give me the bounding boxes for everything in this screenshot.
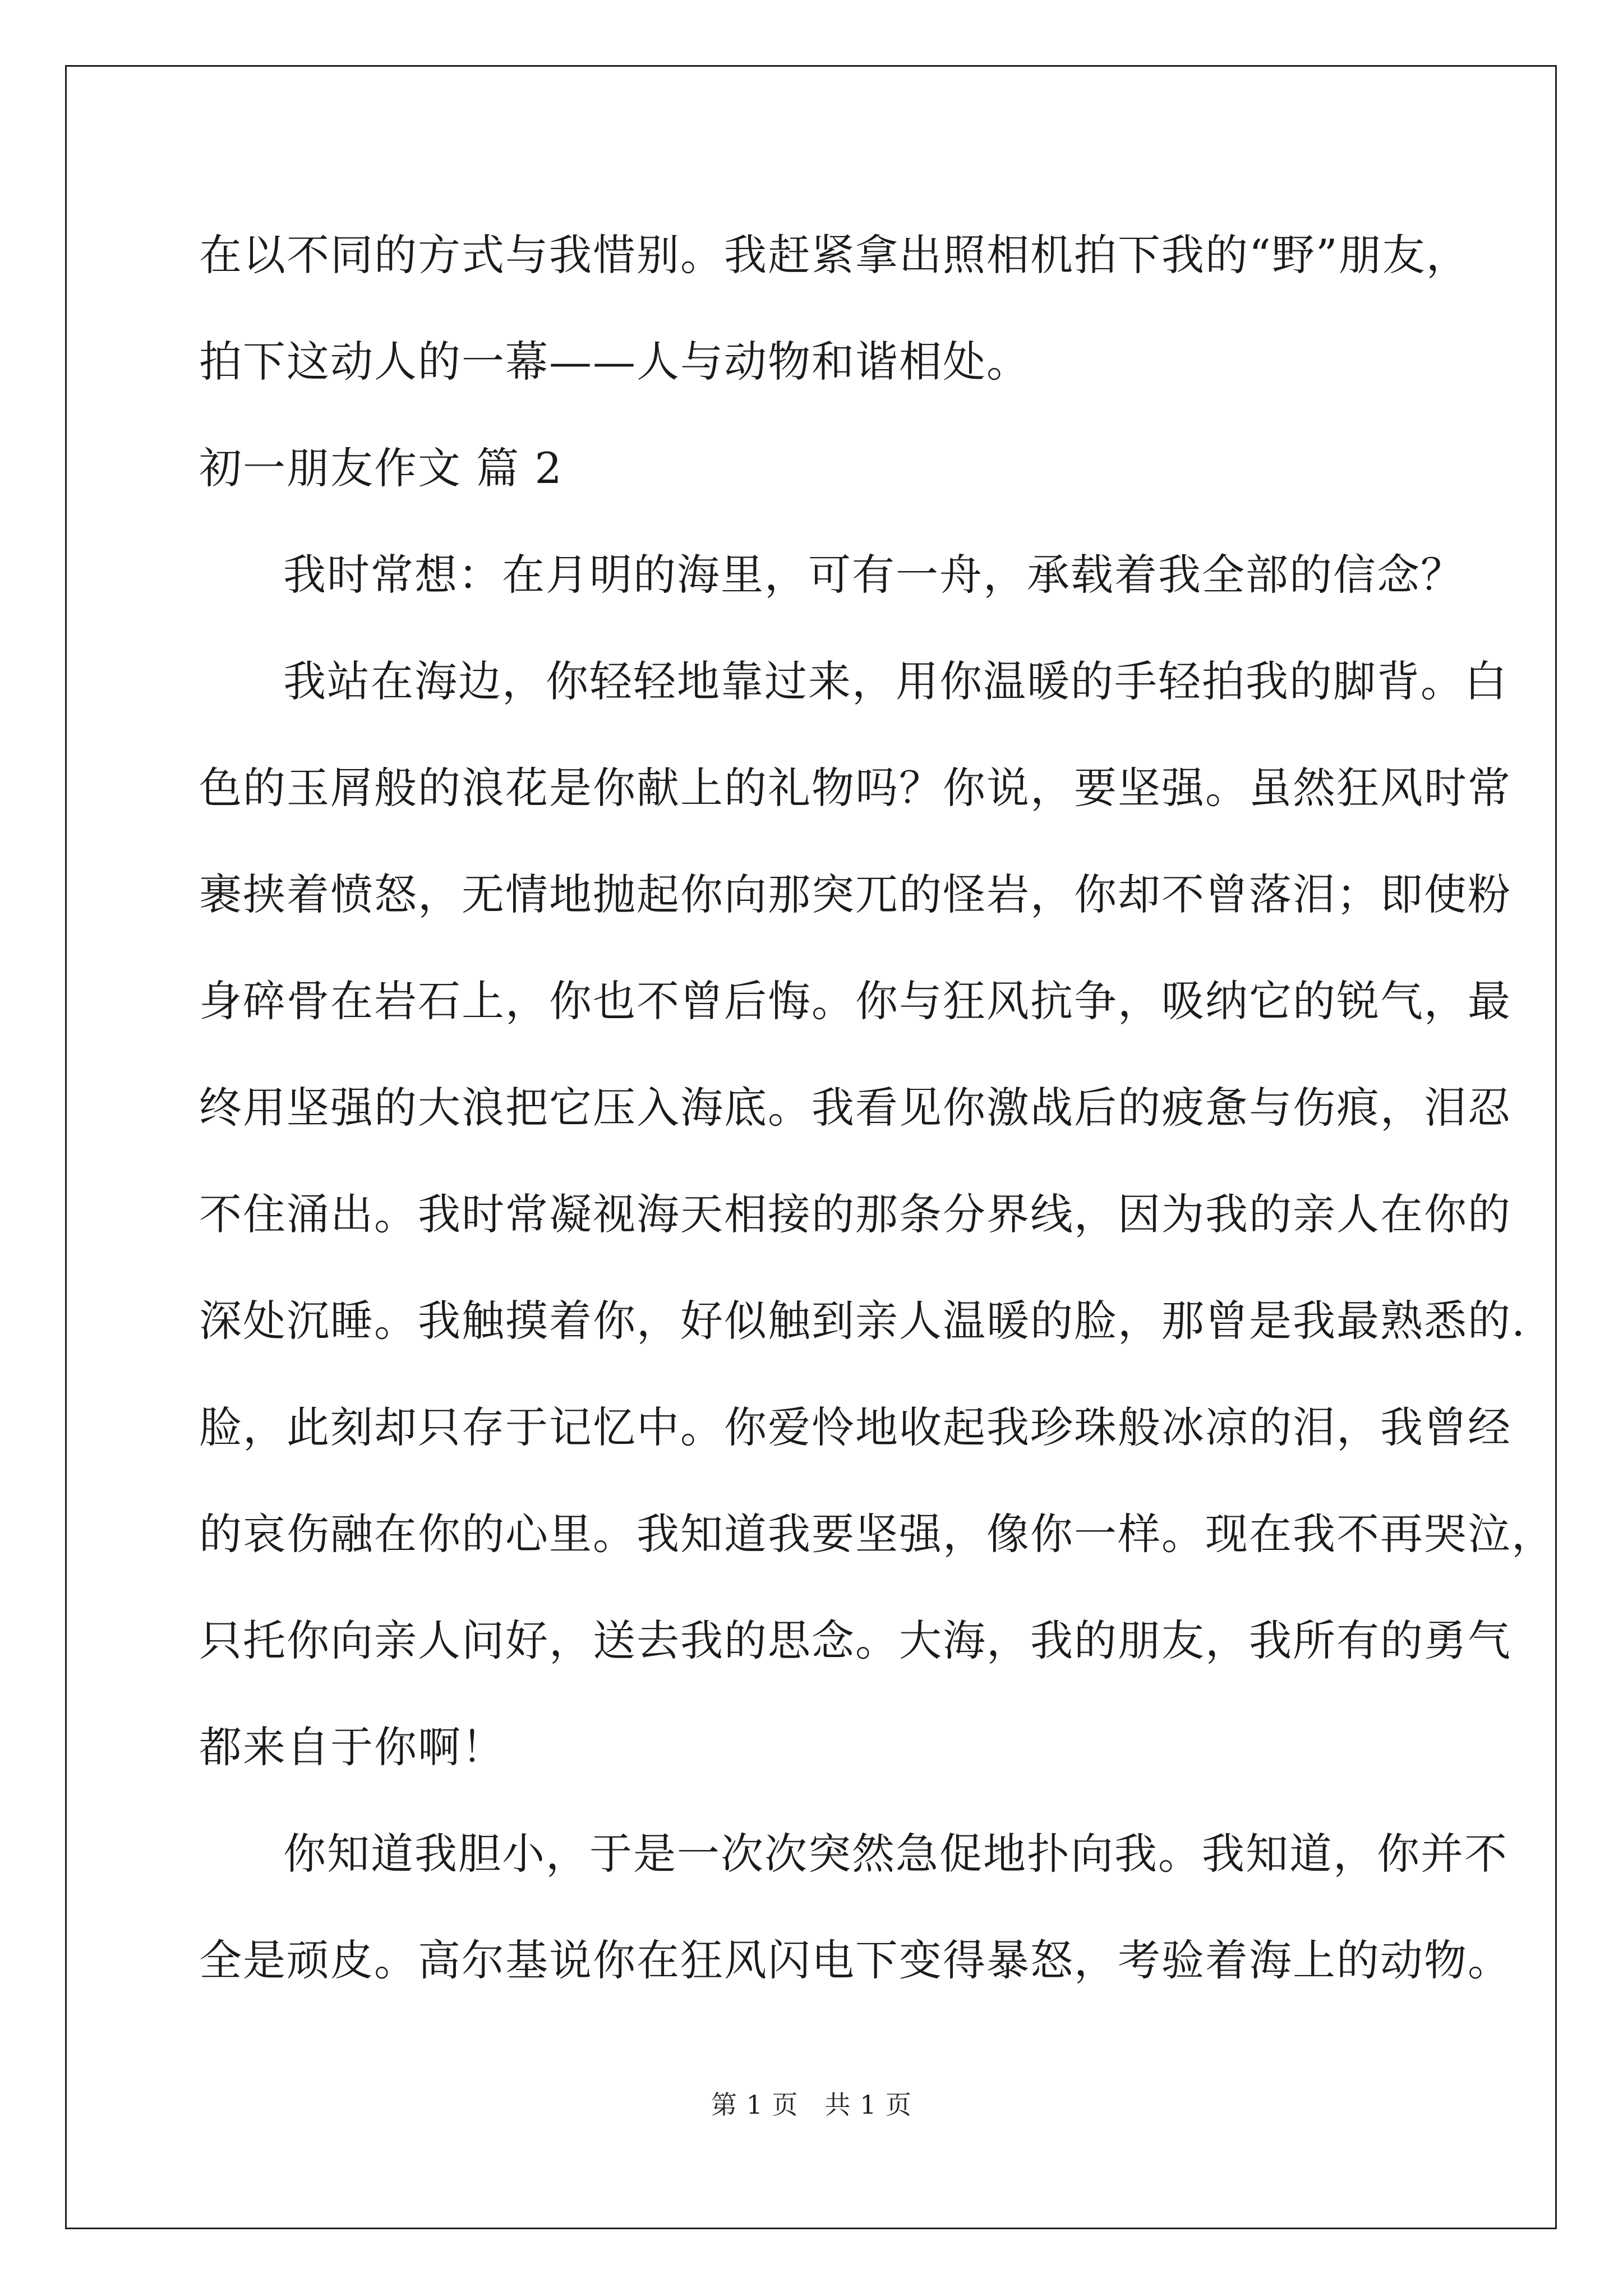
- text-line: 只托你向亲人问好，送去我的思念。大海，我的朋友，我所有的勇气: [199, 1616, 1511, 1665]
- text-line: 全是顽皮。高尔基说你在狂风闪电下变得暴怒，考验着海上的动物。: [199, 1935, 1511, 1985]
- text-line: 我站在海边，你轻轻地靠过来，用你温暖的手轻拍我的脚背。白: [283, 656, 1508, 706]
- page-footer: 第 1 页 共 1 页: [711, 2090, 912, 2120]
- text-line: 你知道我胆小，于是一次次突然急促地扑向我。我知道，你并不: [283, 1829, 1508, 1879]
- text-line: 身碎骨在岩石上，你也不曾后悔。你与狂风抗争，吸纳它的锐气，最: [199, 976, 1511, 1026]
- text-line: 不住涌出。我时常凝视海天相接的那条分界线，因为我的亲人在你的: [199, 1189, 1511, 1239]
- text-line: 终用坚强的大浪把它压入海底。我看见你激战后的疲惫与伤痕，泪忍: [199, 1083, 1511, 1133]
- text-line: 深处沉睡。我触摸着你，好似触到亲人温暖的脸，那曾是我最熟悉的.: [199, 1296, 1527, 1346]
- document-body: [199, 202, 1555, 2014]
- text-line: 拍下这动人的一幕——人与动物和谐相处。: [199, 337, 1030, 386]
- text-line: 初一朋友作文 篇 2: [199, 443, 563, 493]
- text-line: 裹挟着愤怒，无情地抛起你向那突兀的怪岩，你却不曾落泪；即使粉: [199, 869, 1511, 919]
- text-line: 在以不同的方式与我惜别。我赶紧拿出照相机拍下我的“野”朋友，: [199, 230, 1470, 280]
- text-line: 脸，此刻却只存于记忆中。你爱怜地收起我珍珠般冰凉的泪，我曾经: [199, 1402, 1511, 1452]
- text-line: 的哀伤融在你的心里。我知道我要坚强，像你一样。现在我不再哭泣，: [199, 1509, 1555, 1559]
- text-line: 色的玉屑般的浪花是你献上的礼物吗？你说，要坚强。虽然狂风时常: [199, 763, 1511, 813]
- text-line: 我时常想：在月明的海里，可有一舟，承载着我全部的信念？: [283, 550, 1464, 600]
- text-line: 都来自于你啊！: [199, 1722, 505, 1772]
